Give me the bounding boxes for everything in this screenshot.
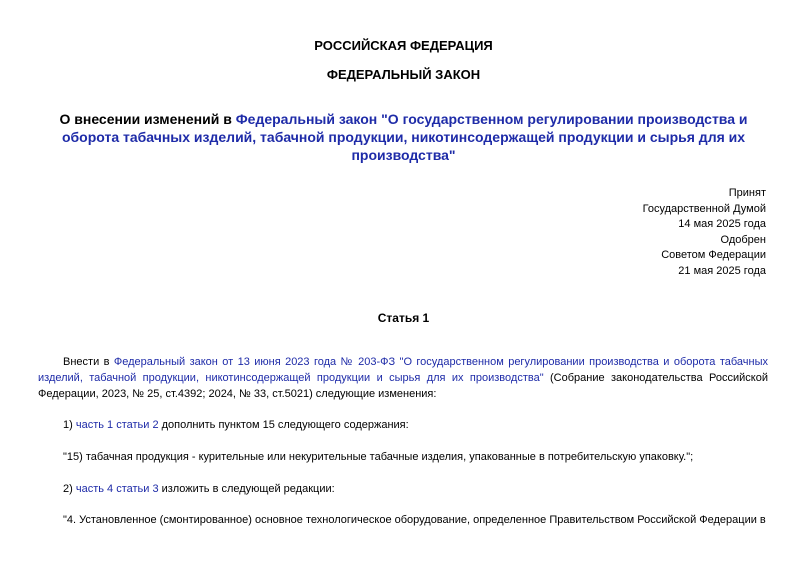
law-subject-title bbox=[30, 110, 777, 164]
adoption-line: Принят bbox=[728, 187, 766, 199]
item-2-prefix: 2) bbox=[63, 483, 76, 495]
adoption-line: 14 мая 2025 года bbox=[678, 218, 766, 230]
subject-prefix: О внесении изменений в bbox=[59, 111, 236, 127]
intro-law-link[interactable]: Федеральный закон от 13 июня 2023 года № 203-ФЗ "О государственном регулировании производства и оборота табачных изделий, табачной продукции, никотинсодержащей продукции и сырья для их производства" bbox=[38, 356, 768, 384]
item-1-link[interactable]: часть 1 статьи 2 bbox=[75, 419, 159, 431]
item-1-prefix: 1) bbox=[63, 419, 76, 431]
adoption-line: Одобрен bbox=[720, 233, 766, 246]
item-2-paragraph bbox=[63, 481, 768, 497]
adoption-block bbox=[643, 186, 766, 279]
country-heading: РОССИЙСКАЯ ФЕДЕРАЦИЯ bbox=[314, 38, 493, 53]
item-1-quote: "15) табачная продукция - курительные или некурительные табачные изделия, упакованные в потребительскую упаковку."; bbox=[63, 451, 694, 463]
item-1-paragraph bbox=[63, 417, 768, 433]
item-2-quote: "4. Установленное (смонтированное) основное технологическое оборудование, определенное Правительством Российской Федерации в bbox=[63, 514, 766, 526]
intro-prefix: Внести в bbox=[63, 356, 114, 368]
intro-suffix: (Собрание законодательства Российской Федерации, 2023, № 25, ст.4392; 2024, № 33, ст.5021) следующие изменения: bbox=[38, 372, 768, 400]
doc-type-heading: ФЕДЕРАЛЬНЫЙ ЗАКОН bbox=[326, 67, 481, 82]
adoption-line: 21 мая 2025 года bbox=[678, 264, 766, 277]
item-2-link[interactable]: часть 4 статьи 3 bbox=[75, 483, 159, 495]
article-title: Статья 1 bbox=[377, 311, 430, 325]
adoption-line: Государственной Думой bbox=[642, 202, 766, 215]
intro-paragraph bbox=[38, 354, 768, 402]
item-2-suffix: изложить в следующей редакции: bbox=[158, 483, 335, 495]
item-1-suffix: дополнить пунктом 15 следующего содержания: bbox=[158, 419, 409, 431]
subject-law-link[interactable]: Федеральный закон "О государственном регулировании производства и оборота табачных изделий, табачной продукции, никотинсодержащей продукции и сырья для их производства" bbox=[61, 111, 748, 163]
adoption-line: Советом Федерации bbox=[661, 249, 766, 261]
